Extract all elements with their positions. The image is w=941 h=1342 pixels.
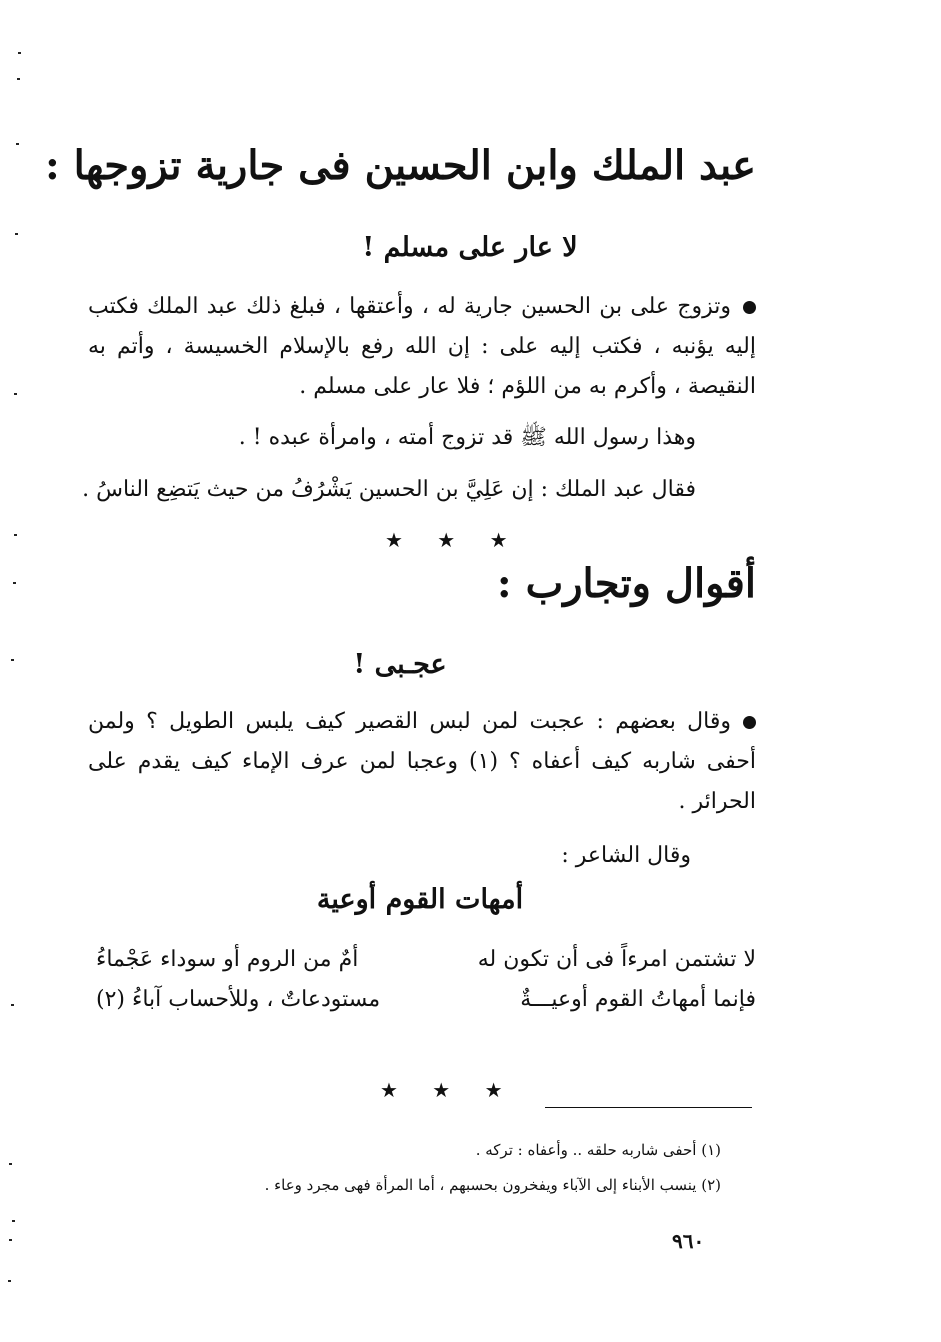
section-title-sayings: أقوال وتجارب :: [496, 560, 756, 607]
paragraph-text: وتزوج على بن الحسين جارية له ، وأعتقها ، فبلغ ذلك عبد الملك فكتب إليه يؤنبه ، فكتب إليه على : إن الله رفع بالإسلام الخسيسة ، وأتم به النقيصة ، وأكرم به من اللؤم ؛ فلا عار على مسلم .: [88, 294, 756, 399]
section-separator: ★ ★ ★: [385, 528, 522, 552]
verse-line: [96, 940, 756, 980]
scan-speck: [13, 582, 16, 584]
scan-speck: [16, 143, 19, 145]
scan-speck: [9, 1239, 12, 1241]
paragraph-text: وقال بعضهم : عجبت لمن لبس القصير كيف يلبس الطويل ؟ ولمن أحفى شاربه كيف أعفاه ؟ (١) وعجبا لمن عرف الإماء كيف يقدم على الحرائر .: [88, 709, 756, 814]
section-separator: ★ ★ ★: [380, 1078, 517, 1102]
poet-intro: وقال الشاعر :: [561, 843, 691, 868]
scan-speck: [17, 78, 20, 80]
line-prophet-example: وهذا رسول الله ﷺ قد تزوج أمته ، وامرأة عبده ! .: [238, 425, 696, 450]
scan-speck: [14, 393, 17, 395]
poem-title: أمهات القوم أوعية: [316, 884, 524, 915]
verse-line: [96, 980, 756, 1020]
subtitle-no-shame: لا عار على مسلم !: [362, 232, 578, 263]
bullet-icon: [743, 301, 756, 314]
scan-speck: [18, 52, 21, 54]
scan-speck: [15, 233, 18, 235]
paragraph-marriage-story: [88, 287, 756, 407]
section-title-abdulmalik: عبد الملك وابن الحسين فى جارية تزوجها :: [44, 142, 756, 189]
scan-speck: [9, 1163, 12, 1165]
footnote: (٢) ينسب الأبناء إلى الآباء ويفخرون بحسبهم ، أما المرأة فهى مجرد وعاء .: [264, 1176, 721, 1194]
footnote: (١) أحفى شاربه حلقه .. وأعفاه : تركه .: [475, 1141, 721, 1159]
scan-speck: [11, 659, 14, 661]
footnote-divider: [545, 1107, 752, 1108]
verse-second-hemistich: مستودعاتٌ ، وللأحساب آباءُ (٢): [96, 987, 381, 1012]
scan-speck: [14, 534, 17, 536]
bullet-icon: [743, 716, 756, 729]
verse-first-hemistich: لا تشتمن امرءاً فى أن تكون له: [477, 947, 756, 972]
scan-speck: [12, 1220, 15, 1222]
line-abdulmalik-reply: فقال عبد الملك : إن عَلِيَّ بن الحسين يَشْرُفُ من حيث يَتضِع الناسُ .: [82, 477, 696, 502]
paragraph-wonder: [88, 702, 756, 822]
verse-second-hemistich: أمٌ من الروم أو سوداء عَجْماءُ: [96, 947, 359, 972]
verse-first-hemistich: فإنما أمهاتُ القوم أوعيـــةٌ: [520, 987, 756, 1012]
scan-speck: [11, 1004, 14, 1006]
scan-speck: [8, 1280, 11, 1282]
subtitle-wonder: عجـبى !: [353, 649, 447, 680]
page-number: ٩٦٠: [672, 1229, 705, 1253]
